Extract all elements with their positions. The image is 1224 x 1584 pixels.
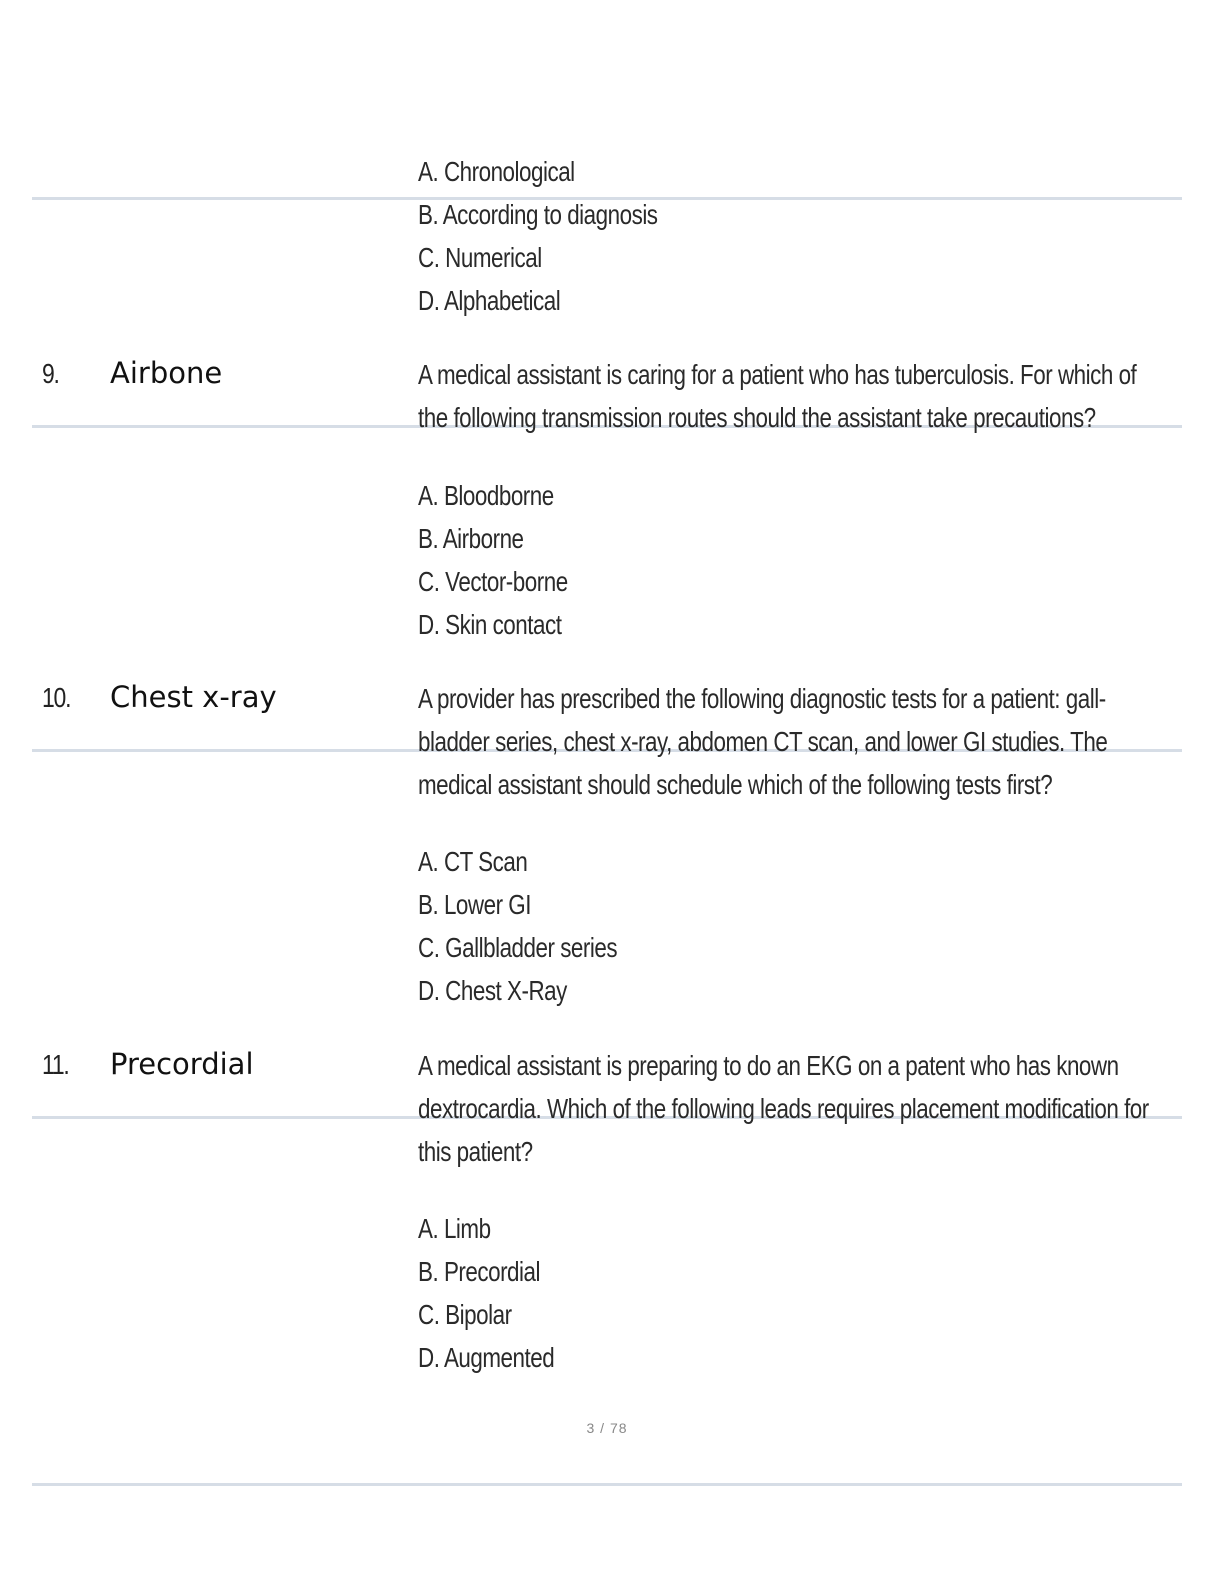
continued-options [418,150,658,322]
option-d: D. Augmented [418,1342,555,1373]
option-b: B. Precordial [418,1256,540,1287]
option-d: D. Chest X-Ray [418,975,567,1006]
question-options [418,840,617,1012]
option-d: D. Skin contact [418,609,562,640]
option-b: B. According to diagnosis [418,199,658,230]
question-options [418,1207,554,1379]
question-number: 11. [42,1049,69,1080]
option-c: C. Numerical [418,242,542,273]
question-options [418,474,568,646]
page-indicator: 3 / 78 [586,1420,628,1436]
option-d: D. Alphabetical [418,285,561,316]
question-number: 9. [42,358,59,389]
answer-term: Precordial [110,1047,254,1081]
option-a: A. CT Scan [418,846,528,877]
option-b: B. Airborne [418,523,524,554]
option-b: B. Lower GI [418,889,531,920]
option-c: C. Bipolar [418,1299,512,1330]
question-number: 10. [42,682,71,713]
question-text: A provider has prescribed the following diagnostic tests for a patient: gall-bladder series, chest x-ray, abdomen CT scan, and lower GI studies. The medical assistant should schedule which of the following tests first? [418,683,1108,800]
option-c: C. Vector-borne [418,566,568,597]
question-text: A medical assistant is preparing to do an EKG on a patent who has known dextrocardia. Which of the following leads requires placement modification for this patient? [418,1050,1149,1167]
question-text: A medical assistant is caring for a patient who has tuberculosis. For which of the following transmission routes should the assistant take precautions? [418,359,1137,433]
answer-term: Airbone [110,356,223,390]
option-a: A. Bloodborne [418,480,554,511]
option-a: A. Chronological [418,156,575,187]
option-c: C. Gallbladder series [418,932,618,963]
option-a: A. Limb [418,1213,491,1244]
answer-term: Chest x-ray [110,680,277,714]
footer-divider [32,1483,1182,1486]
